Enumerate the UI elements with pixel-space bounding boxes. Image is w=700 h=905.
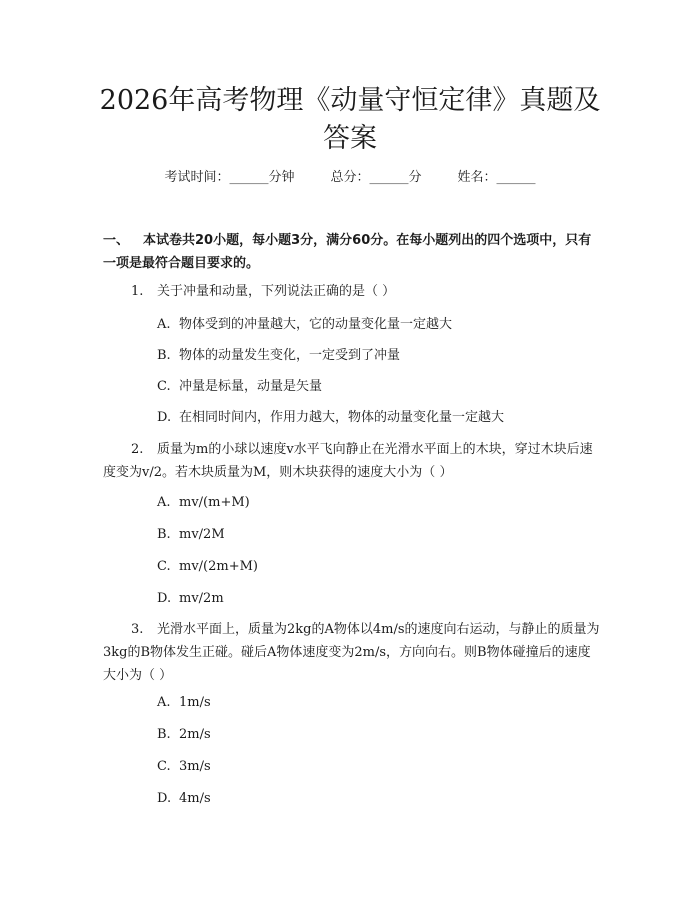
option-text: 冲量是标量，动量是矢量 <box>179 379 323 394</box>
page-title: 2026年高考物理《动量守恒定律》真题及答案 <box>99 85 601 154</box>
option-text: mv/(2m+M) <box>179 559 258 574</box>
option-letter: B. <box>157 727 171 742</box>
question-number: 1. <box>131 284 144 299</box>
option-3c <box>157 757 597 777</box>
option-letter: C. <box>157 559 171 574</box>
option-1c <box>157 377 597 397</box>
option-1b <box>157 346 597 366</box>
option-1a <box>157 315 597 335</box>
question-3 <box>103 618 603 687</box>
option-text: mv/2m <box>179 591 224 606</box>
option-text: mv/2M <box>179 527 225 542</box>
option-1d <box>157 408 597 428</box>
option-2b <box>157 525 597 545</box>
option-letter: C. <box>157 379 171 394</box>
option-text: 3m/s <box>179 759 211 774</box>
option-3a <box>157 693 597 713</box>
student-name-field: 姓名：______ <box>457 170 536 185</box>
exam-time-field: 考试时间：______分钟 <box>164 170 295 185</box>
option-letter: D. <box>157 591 172 606</box>
option-text: 物体的动量发生变化，一定受到了冲量 <box>179 348 401 363</box>
section-heading <box>103 229 603 275</box>
option-3b <box>157 725 597 745</box>
option-2d <box>157 589 597 609</box>
option-letter: B. <box>157 527 171 542</box>
option-3d <box>157 789 597 809</box>
option-letter: B. <box>157 348 171 363</box>
option-text: 4m/s <box>179 791 211 806</box>
total-score-field: 总分：______分 <box>330 170 422 185</box>
option-text: 在相同时间内，作用力越大，物体的动量变化量一定越大 <box>179 410 505 425</box>
question-number: 2. <box>131 442 144 457</box>
option-letter: D. <box>157 410 172 425</box>
question-stem: 光滑水平面上，质量为2kg的A物体以4m/s的速度向右运动，与静止的质量为3kg的B物体发生正碰。碰后A物体速度变为2m/s，方向向右。则B物体碰撞后的速度大小为（ ） <box>103 622 600 683</box>
option-text: 物体受到的冲量越大，它的动量变化量一定越大 <box>179 317 453 332</box>
option-text: 2m/s <box>179 727 211 742</box>
option-letter: C. <box>157 759 171 774</box>
option-2a <box>157 493 597 513</box>
option-letter: A. <box>157 695 171 710</box>
question-2 <box>103 438 603 484</box>
option-2c <box>157 557 597 577</box>
section-number: 一、 <box>103 233 130 248</box>
question-stem: 质量为m的小球以速度v水平飞向静止在光滑水平面上的木块，穿过木块后速度变为v/2。若木块质量为M，则木块获得的速度大小为（ ） <box>103 442 593 480</box>
option-text: mv/(m+M) <box>179 495 250 510</box>
section-instructions: 本试卷共20小题，每小题3分，满分60分。在每小题列出的四个选项中，只有一项是最符合题目要求的。 <box>103 233 592 271</box>
exam-meta <box>0 168 700 188</box>
question-number: 3. <box>131 622 144 637</box>
question-1 <box>103 280 603 303</box>
option-letter: D. <box>157 791 172 806</box>
question-stem: 关于冲量和动量，下列说法正确的是（ ） <box>157 284 396 299</box>
option-letter: A. <box>157 495 171 510</box>
option-letter: A. <box>157 317 171 332</box>
option-text: 1m/s <box>179 695 211 710</box>
